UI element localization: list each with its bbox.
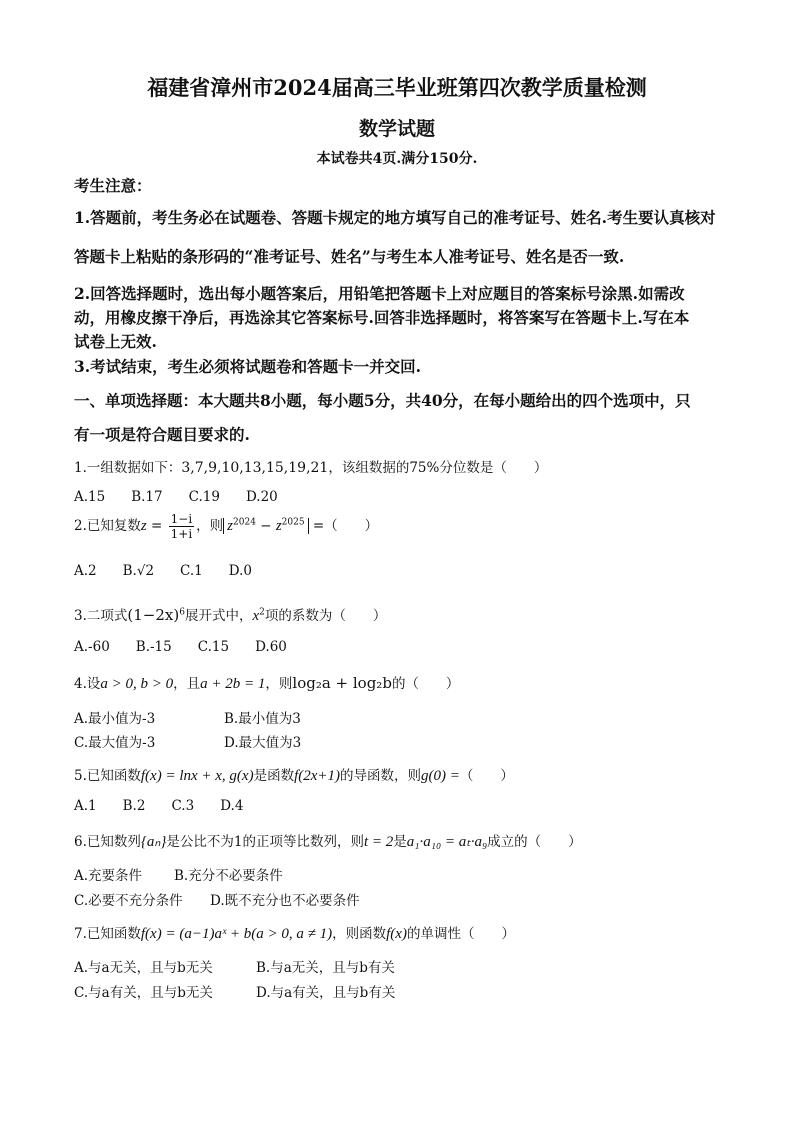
q6-option-b: B.充分不必要条件 [174,868,283,884]
q1-option-b: B.17 [131,489,163,505]
q2-abs-expr: $z^{2024} - z^{2025}$ [223,518,308,534]
q2-var: z [140,518,147,534]
q5-f2: f(2x+1) [294,768,341,784]
q3-term: x [252,608,260,624]
q2-z2: z [275,518,282,534]
q2-prefix: 2.已知复数 [74,518,141,534]
section1-line1: 一、单项选择题：本大题共8小题，每小题5分，共40分，在每小题给出的四个选项中，只 [74,391,691,410]
q7-option-b: B.与a无关，且与b有关 [256,960,395,976]
q6-options-row1 [74,864,724,884]
q7-option-c: C.与a有关，且与b无关 [74,985,213,1001]
q2-mid: ，则 [196,518,224,534]
q2-fraction [169,512,195,541]
q5-option-a: A.1 [74,798,97,814]
q6-suffix: 成立的（ ） [487,834,582,850]
q2-option-a: A.2 [74,563,97,579]
q6-mid: 是公比不为1的正项等比数列，则 [166,834,364,850]
q3-suffix: 项的系数为（ ） [264,608,387,624]
question-5 [74,764,724,785]
q4-option-b: B.最小值为3 [224,711,301,727]
q2-suffix: =（ ） [308,518,379,534]
q7-option-d: D.与a有关，且与b有关 [256,985,396,1001]
question-3 [74,604,724,625]
notice-item3: 3.考试结束，考生必须将试题卷和答题卡一并交回. [74,357,422,376]
q2-numerator: 1−i [170,512,193,526]
q6-eq: a₁·a₁₀ = aₜ·a₉ [406,834,488,850]
question-7 [74,922,724,943]
q3-expr: (1−2x) [127,606,180,624]
q7-option-a: A.与a无关，且与b无关 [74,960,213,976]
q4-mid2: ，则 [265,676,293,692]
q6-seq: {aₙ} [140,834,167,850]
q4-option-d: D.最大值为3 [224,735,302,751]
q4-option-c: C.最大值为-3 [74,735,156,751]
q1-prefix: 1.一组数据如下： [74,460,182,476]
q2-exp2: 2025 [281,517,305,528]
q4-option-a: A.最小值为-3 [74,711,156,727]
q3-prefix: 3.二项式 [74,608,128,624]
q4-expr: log₂a + log₂b [292,674,392,692]
q7-f: f(x) = (a−1)aˣ + b(a > 0, a ≠ 1) [140,926,333,942]
q6-options-row2 [74,889,724,909]
q5-prefix: 5.已知函数 [74,768,141,784]
q4-prefix: 4.设 [74,676,101,692]
question-2 [74,512,724,541]
q2-denominator: 1+i [170,527,193,541]
paper-info: 本试卷共4页.满分150分. [316,151,478,167]
q2-exp1: 2024 [233,517,256,528]
question-4 [74,672,724,693]
q1-option-a: A.15 [74,489,106,505]
q1-options [74,489,724,505]
subject-title: 数学试题 [358,118,435,140]
q3-option-c: C.15 [197,639,230,655]
q2-option-b: B.√2 [122,563,155,579]
exam-title: 福建省漳州市2024届高三毕业班第四次教学质量检测 [147,75,647,100]
q6-option-a: A.充要条件 [74,868,143,884]
section1-line2: 有一项是符合题目要求的. [74,425,250,444]
q5-options [74,798,724,814]
q4-cond1: a > 0, b > 0 [100,676,174,692]
notice-item1-line2: 答题卡上粘贴的条形码的“准考证号、姓名”与考生本人准考证号、姓名是否一致. [74,247,625,266]
q2-option-d: D.0 [228,563,253,579]
q5-g0: g(0) = [421,768,460,784]
notice-heading: 考生注意： [74,176,152,195]
q3-options [74,639,724,655]
q5-mid2: 的导函数，则 [340,768,422,784]
q2-eq: = [146,518,167,534]
q5-mid: 是函数 [253,768,295,784]
notice-item1-line1: 1.答题前，考生务必在试题卷、答题卡规定的地方填写自己的准考证号、姓名.考生要认真核对 [74,208,716,227]
notice-item2-line1: 2.回答选择题时，选出每小题答案后，用铅笔把答题卡上对应题目的答案标号涂黑.如需改 [74,284,685,303]
notice-item2-line2: 动，用橡皮擦干净后，再选涂其它答案标号.回答非选择题时，将答案写在答题卡上.写在本 [74,308,690,327]
question-1 [74,456,724,476]
q1-option-d: D.20 [245,489,278,505]
q6-option-d: D.既不充分也不必要条件 [210,893,360,909]
question-6 [74,830,724,851]
notice-item2-line3: 试卷上无效. [74,332,157,351]
q2-z1: z [227,518,234,534]
q3-option-a: A.-60 [74,639,110,655]
q4-options-row2 [74,731,724,751]
q4-suffix: 的（ ） [391,676,460,692]
q4-options-row1 [74,707,724,727]
q3-option-d: D.60 [255,639,287,655]
q2-options [74,563,724,579]
q5-option-b: B.2 [122,798,146,814]
q3-option-b: B.-15 [135,639,172,655]
q5-suffix: （ ） [459,768,514,784]
q5-option-c: C.3 [171,798,195,814]
q7-suffix: 的单调性（ ） [406,926,515,942]
q5-option-d: D.4 [220,798,244,814]
q3-mid: 展开式中， [184,608,253,624]
q3-termpow: 2 [259,607,265,618]
q1-option-c: C.19 [188,489,220,505]
q1-suffix: ，该组数据的75%分位数是（ ） [328,460,548,476]
q6-prefix: 6.已知数列 [74,834,141,850]
q1-data: 3,7,9,10,13,15,19,21 [181,460,329,476]
q4-mid1: ，且 [173,676,201,692]
q5-f: f(x) = lnx + x, g(x) [140,768,254,784]
q6-cond: t = 2 [363,834,394,850]
q7-f2: f(x) [386,926,407,942]
q6-option-c: C.必要不充分条件 [74,893,183,909]
q7-options-row1 [74,956,724,976]
q2-option-c: C.1 [180,563,203,579]
q3-pow: 6 [179,607,185,618]
q6-mid2: 是 [393,834,407,850]
q4-cond2: a + 2b = 1 [200,676,266,692]
q7-options-row2 [74,981,724,1001]
q7-mid: ，则函数 [332,926,387,942]
q7-prefix: 7.已知函数 [74,926,141,942]
